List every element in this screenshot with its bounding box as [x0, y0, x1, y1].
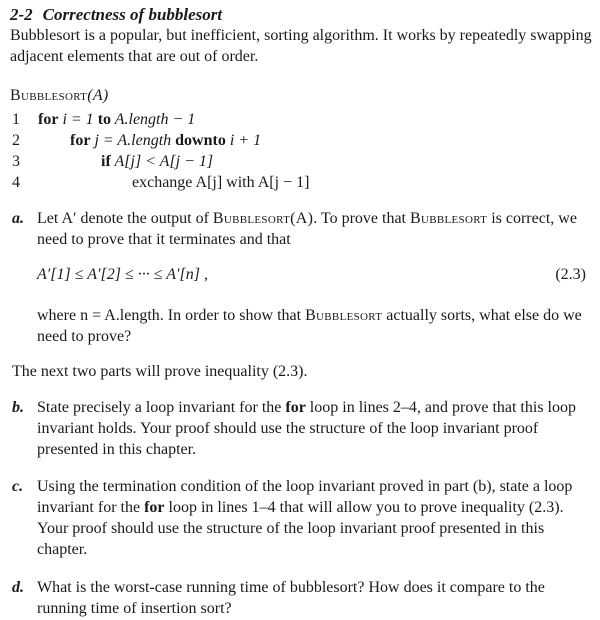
code-keyword: if	[101, 153, 111, 170]
line-number: 2	[12, 132, 20, 149]
algorithm-title: Bubblesort	[10, 87, 88, 104]
code-text: i = 1	[58, 111, 98, 128]
code-keyword: downto	[175, 132, 226, 149]
code-text: A.length − 1	[111, 111, 196, 128]
part-a-label: a.	[12, 210, 24, 227]
line-number: 1	[12, 111, 20, 128]
code-text: j = A.length	[90, 132, 176, 149]
part-b-label: b.	[12, 399, 24, 416]
part-a-text: Let A′ denote the output of Bubblesort(A). To prove that Bubblesort is correct, we need to prove that it terminates and that	[37, 210, 577, 248]
line-number: 4	[12, 174, 20, 191]
problem-title: Correctness of bubblesort	[42, 5, 223, 24]
code-line-1	[38, 109, 195, 130]
part-a-where: where n = A.length. In order to show that Bubblesort actually sorts, what else do we need to prove?	[37, 307, 582, 345]
problem-intro: Bubblesort is a popular, but inefficient, sorting algorithm. It works by repeatedly swapping adjacent elements that are out of order.	[10, 27, 592, 65]
code-keyword: for	[38, 111, 59, 128]
code-text: exchange A[j] with A[j − 1]	[132, 174, 310, 191]
equation-2-3: A′[1] ≤ A′[2] ≤ ··· ≤ A′[n] ,	[37, 266, 208, 283]
part-d-text: What is the worst-case running time of bubblesort? How does it compare to the running time of insertion sort?	[37, 579, 545, 617]
code-keyword: for	[70, 132, 91, 149]
problem-heading	[10, 4, 222, 25]
line-number: 3	[12, 153, 20, 170]
part-d-label: d.	[12, 579, 24, 596]
part-c-text: Using the termination condition of the loop invariant proved in part (b), state a loop invariant for the for loop in lines 1–4 that will allow you to prove inequality (2.3). Your proof should use the structure of the loop invariant proof presented in this chapter.	[37, 478, 573, 558]
equation-number: (2.3)	[555, 266, 586, 283]
part-b-text: State precisely a loop invariant for the for loop in lines 2–4, and prove that this loop invariant holds. Your proof should use the structure of the loop invariant proof presented in this chapter.	[37, 399, 576, 458]
algorithm-name	[10, 85, 109, 106]
algorithm-argument: (A)	[87, 87, 109, 104]
code-line-3	[101, 151, 213, 172]
code-text: i + 1	[225, 132, 262, 149]
code-line-4	[132, 172, 309, 193]
part-c-label: c.	[12, 478, 24, 495]
code-keyword: to	[97, 111, 112, 128]
code-text: A[j] < A[j − 1]	[110, 153, 214, 170]
problem-number: 2-2	[10, 5, 33, 24]
code-line-2	[70, 130, 261, 151]
interlude-text: The next two parts will prove inequality (2.3).	[12, 363, 308, 380]
